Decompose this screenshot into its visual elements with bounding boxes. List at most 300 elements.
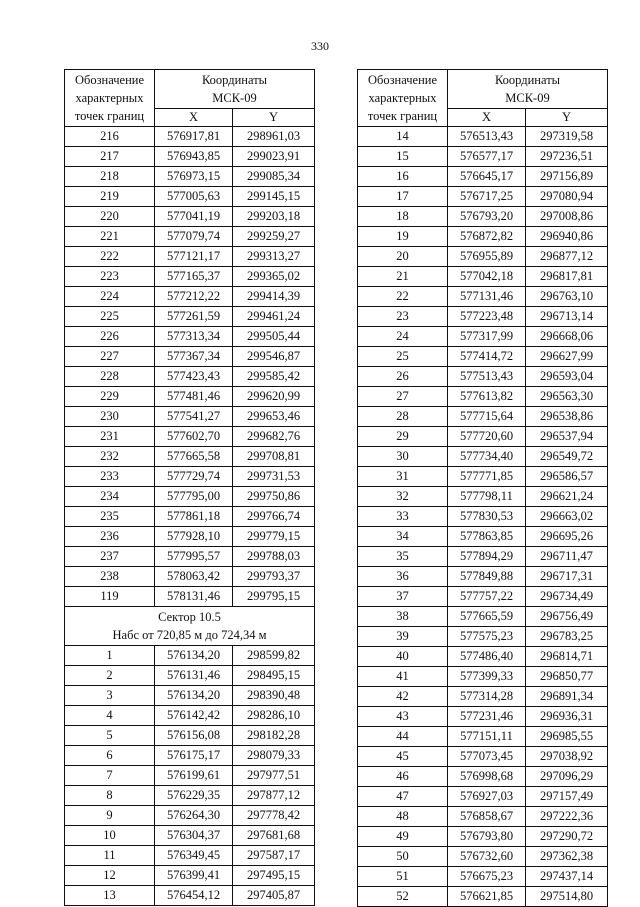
coord-x: 577367,34 (155, 347, 233, 367)
point-number: 8 (65, 786, 155, 806)
coord-x: 577795,00 (155, 487, 233, 507)
table-row (65, 467, 315, 487)
coord-y: 296817,81 (526, 267, 608, 287)
coord-y: 296734,49 (526, 587, 608, 607)
table-row (358, 347, 608, 367)
point-number: 14 (358, 127, 448, 147)
coord-y: 299461,24 (233, 307, 315, 327)
table-row (358, 787, 608, 807)
point-number: 49 (358, 827, 448, 847)
coord-y: 299750,86 (233, 487, 315, 507)
page-number: 330 (311, 39, 329, 53)
header-coordinates-title: Координаты (494, 73, 561, 87)
coord-y: 298390,48 (233, 686, 315, 706)
point-number: 20 (358, 247, 448, 267)
table-row (358, 747, 608, 767)
coord-x: 576943,85 (155, 147, 233, 167)
coord-y: 296877,12 (526, 247, 608, 267)
coord-x: 577231,46 (448, 707, 526, 727)
coord-y: 296850,77 (526, 667, 608, 687)
sector-block (65, 607, 315, 646)
point-number: 2 (65, 666, 155, 686)
point-number: 220 (65, 207, 155, 227)
header-point-designation: Обозначение характерных точек границ (358, 70, 448, 127)
table-row (65, 746, 315, 766)
coord-y: 297290,72 (526, 827, 608, 847)
point-number: 5 (65, 726, 155, 746)
table-row (358, 707, 608, 727)
table-row (65, 786, 315, 806)
coord-y: 297877,12 (233, 786, 315, 806)
table-row (65, 666, 315, 686)
coord-x: 577079,74 (155, 227, 233, 247)
coord-x: 577771,85 (448, 467, 526, 487)
table-row (358, 487, 608, 507)
coord-y: 296621,24 (526, 487, 608, 507)
coord-x: 577486,40 (448, 647, 526, 667)
table-row (65, 766, 315, 786)
point-number: 23 (358, 307, 448, 327)
coord-y: 299365,02 (233, 267, 315, 287)
table-row (358, 147, 608, 167)
table-row (358, 827, 608, 847)
point-number: 21 (358, 267, 448, 287)
point-number: 48 (358, 807, 448, 827)
table-row (65, 187, 315, 207)
coord-y: 299731,53 (233, 467, 315, 487)
coord-x: 576513,43 (448, 127, 526, 147)
coord-x: 576621,85 (448, 887, 526, 907)
sector-caption (65, 607, 315, 646)
table-row (358, 227, 608, 247)
coord-x: 577212,22 (155, 287, 233, 307)
coord-x: 577928,10 (155, 527, 233, 547)
coord-y: 296538,86 (526, 407, 608, 427)
table-row (358, 267, 608, 287)
coord-x: 577715,64 (448, 407, 526, 427)
right-table-body (358, 127, 608, 907)
point-number: 237 (65, 547, 155, 567)
point-number: 119 (65, 587, 155, 607)
coord-x: 576349,45 (155, 846, 233, 866)
coord-y: 296756,49 (526, 607, 608, 627)
coord-x: 577729,74 (155, 467, 233, 487)
coord-x: 576229,35 (155, 786, 233, 806)
table-row (65, 587, 315, 607)
point-number: 16 (358, 167, 448, 187)
point-number: 44 (358, 727, 448, 747)
coord-y: 296593,04 (526, 367, 608, 387)
sector-title: Сектор 10.5 (158, 610, 221, 624)
coord-x: 577317,99 (448, 327, 526, 347)
point-number: 216 (65, 127, 155, 147)
point-number: 227 (65, 347, 155, 367)
table-row (65, 307, 315, 327)
coord-y: 299708,81 (233, 447, 315, 467)
coord-y: 297319,58 (526, 127, 608, 147)
coord-y: 296695,26 (526, 527, 608, 547)
coord-x: 577849,88 (448, 567, 526, 587)
table-row (65, 826, 315, 846)
coord-y: 297587,17 (233, 846, 315, 866)
coord-y: 297362,38 (526, 847, 608, 867)
coord-x: 576793,20 (448, 207, 526, 227)
coord-x: 576998,68 (448, 767, 526, 787)
coord-y: 297080,94 (526, 187, 608, 207)
header-coordinates-title: Координаты (201, 73, 268, 87)
coord-y: 298961,03 (233, 127, 315, 147)
table-row (65, 407, 315, 427)
point-number: 40 (358, 647, 448, 667)
coord-x: 577665,58 (155, 447, 233, 467)
coord-x: 577313,34 (155, 327, 233, 347)
table-row (358, 767, 608, 787)
coord-y: 299793,37 (233, 567, 315, 587)
coord-x: 577041,19 (155, 207, 233, 227)
coord-y: 297236,51 (526, 147, 608, 167)
table-row (65, 227, 315, 247)
coord-x: 576134,20 (155, 646, 233, 666)
coord-y: 299145,15 (233, 187, 315, 207)
coord-y: 299682,76 (233, 427, 315, 447)
left-table-body-after-sector (65, 646, 315, 906)
coord-x: 576399,41 (155, 866, 233, 886)
coord-x: 577131,46 (448, 287, 526, 307)
point-number: 37 (358, 587, 448, 607)
table-row (65, 646, 315, 666)
coord-y: 299203,18 (233, 207, 315, 227)
coord-y: 298495,15 (233, 666, 315, 686)
coord-y: 299653,46 (233, 407, 315, 427)
table-row (358, 167, 608, 187)
table-row (358, 647, 608, 667)
point-number: 4 (65, 706, 155, 726)
point-number: 3 (65, 686, 155, 706)
coord-x: 576927,03 (448, 787, 526, 807)
coord-y: 299779,15 (233, 527, 315, 547)
coord-x: 576955,89 (448, 247, 526, 267)
coord-y: 299788,03 (233, 547, 315, 567)
point-number: 10 (65, 826, 155, 846)
coord-y: 296763,10 (526, 287, 608, 307)
table-row (65, 507, 315, 527)
point-number: 217 (65, 147, 155, 167)
coord-y: 297495,15 (233, 866, 315, 886)
coord-x: 577261,59 (155, 307, 233, 327)
point-number: 28 (358, 407, 448, 427)
coord-x: 577399,33 (448, 667, 526, 687)
point-number: 11 (65, 846, 155, 866)
point-number: 47 (358, 787, 448, 807)
header-coordinate-system: МСК-09 (505, 91, 550, 105)
coord-x: 576675,23 (448, 867, 526, 887)
coord-y: 297038,92 (526, 747, 608, 767)
coord-x: 577894,29 (448, 547, 526, 567)
point-number: 52 (358, 887, 448, 907)
coord-x: 577481,46 (155, 387, 233, 407)
table-row (65, 247, 315, 267)
table-row (65, 886, 315, 906)
coord-x: 576872,82 (448, 227, 526, 247)
coord-y: 296627,99 (526, 347, 608, 367)
table-row (358, 847, 608, 867)
table-row (65, 487, 315, 507)
table-row (358, 427, 608, 447)
point-number: 228 (65, 367, 155, 387)
coord-x: 577513,43 (448, 367, 526, 387)
table-row (65, 567, 315, 587)
coord-x: 577995,57 (155, 547, 233, 567)
coord-x: 577863,85 (448, 527, 526, 547)
header-y: Y (526, 109, 608, 127)
coord-x: 577757,22 (448, 587, 526, 607)
coord-x: 576732,60 (448, 847, 526, 867)
coord-x: 577121,17 (155, 247, 233, 267)
point-number: 32 (358, 487, 448, 507)
coord-y: 297008,86 (526, 207, 608, 227)
table-row (65, 527, 315, 547)
table-row (65, 686, 315, 706)
table-row (65, 327, 315, 347)
table-row (358, 587, 608, 607)
coord-y: 296663,02 (526, 507, 608, 527)
coord-y: 297222,36 (526, 807, 608, 827)
coord-x: 576973,15 (155, 167, 233, 187)
coord-y: 297514,80 (526, 887, 608, 907)
table-row (65, 726, 315, 746)
point-number: 221 (65, 227, 155, 247)
coord-x: 576304,37 (155, 826, 233, 846)
point-number: 30 (358, 447, 448, 467)
coord-x: 577165,37 (155, 267, 233, 287)
point-number: 230 (65, 407, 155, 427)
point-number: 15 (358, 147, 448, 167)
sector-row (65, 607, 315, 646)
point-number: 36 (358, 567, 448, 587)
coord-x: 576858,67 (448, 807, 526, 827)
coord-x: 576264,30 (155, 806, 233, 826)
coord-x: 577414,72 (448, 347, 526, 367)
coord-y: 296668,06 (526, 327, 608, 347)
point-number: 25 (358, 347, 448, 367)
coord-y: 296563,30 (526, 387, 608, 407)
coord-y: 296711,47 (526, 547, 608, 567)
point-number: 234 (65, 487, 155, 507)
coord-x: 577665,59 (448, 607, 526, 627)
point-number: 50 (358, 847, 448, 867)
table-row (358, 887, 608, 907)
coord-y: 299505,44 (233, 327, 315, 347)
table-row (65, 287, 315, 307)
coord-y: 297096,29 (526, 767, 608, 787)
coord-x: 577798,11 (448, 487, 526, 507)
coord-x: 577613,82 (448, 387, 526, 407)
point-number: 229 (65, 387, 155, 407)
point-number: 9 (65, 806, 155, 826)
point-number: 18 (358, 207, 448, 227)
point-number: 17 (358, 187, 448, 207)
point-number: 39 (358, 627, 448, 647)
point-number: 24 (358, 327, 448, 347)
point-number: 43 (358, 707, 448, 727)
coord-y: 299795,15 (233, 587, 315, 607)
table-row (358, 667, 608, 687)
point-number: 232 (65, 447, 155, 467)
coord-x: 577861,18 (155, 507, 233, 527)
point-number: 219 (65, 187, 155, 207)
coordinates-table-right (357, 69, 608, 907)
coord-y: 296586,57 (526, 467, 608, 487)
table-row (358, 547, 608, 567)
coord-x: 577314,28 (448, 687, 526, 707)
table-row (358, 447, 608, 467)
coord-y: 299023,91 (233, 147, 315, 167)
table-row (358, 527, 608, 547)
table-row (65, 387, 315, 407)
coord-y: 299766,74 (233, 507, 315, 527)
coord-y: 299414,39 (233, 287, 315, 307)
table-row (358, 507, 608, 527)
table-row (358, 247, 608, 267)
coord-y: 297156,89 (526, 167, 608, 187)
coord-x: 576199,61 (155, 766, 233, 786)
coord-x: 578131,46 (155, 587, 233, 607)
coord-y: 297977,51 (233, 766, 315, 786)
coord-x: 577830,53 (448, 507, 526, 527)
point-number: 41 (358, 667, 448, 687)
coord-x: 576142,42 (155, 706, 233, 726)
coord-y: 296713,14 (526, 307, 608, 327)
table-row (358, 867, 608, 887)
table-row (358, 367, 608, 387)
table-row (358, 567, 608, 587)
table-row (358, 287, 608, 307)
point-number: 223 (65, 267, 155, 287)
table-row (65, 267, 315, 287)
coord-x: 577073,45 (448, 747, 526, 767)
point-number: 45 (358, 747, 448, 767)
coord-y: 299546,87 (233, 347, 315, 367)
coord-x: 577720,60 (448, 427, 526, 447)
header-x: X (448, 109, 526, 127)
coord-y: 297778,42 (233, 806, 315, 826)
table-row (358, 687, 608, 707)
point-number: 34 (358, 527, 448, 547)
coord-x: 577423,43 (155, 367, 233, 387)
point-number: 35 (358, 547, 448, 567)
table-row (358, 127, 608, 147)
left-table-body (65, 127, 315, 607)
coord-x: 576131,46 (155, 666, 233, 686)
point-number: 218 (65, 167, 155, 187)
table-row (65, 427, 315, 447)
point-number: 29 (358, 427, 448, 447)
header-coordinate-system: МСК-09 (212, 91, 257, 105)
table-row (65, 367, 315, 387)
header-point-designation: Обозначение характерных точек границ (65, 70, 155, 127)
coord-y: 297681,68 (233, 826, 315, 846)
coord-x: 576717,25 (448, 187, 526, 207)
coord-y: 296891,34 (526, 687, 608, 707)
coord-y: 297405,87 (233, 886, 315, 906)
table-row (65, 806, 315, 826)
coord-y: 299259,27 (233, 227, 315, 247)
table-row (358, 467, 608, 487)
point-number: 51 (358, 867, 448, 887)
table-row (65, 846, 315, 866)
point-number: 46 (358, 767, 448, 787)
table-row (65, 167, 315, 187)
coord-x: 576156,08 (155, 726, 233, 746)
coord-x: 576793,80 (448, 827, 526, 847)
sector-height-range: Набс от 720,85 м до 724,34 м (112, 628, 267, 642)
table-row (358, 327, 608, 347)
header-coordinates (448, 70, 608, 109)
coord-x: 577541,27 (155, 407, 233, 427)
header-coordinates (155, 70, 315, 109)
coord-x: 577151,11 (448, 727, 526, 747)
point-number: 226 (65, 327, 155, 347)
table-row (65, 147, 315, 167)
point-number: 7 (65, 766, 155, 786)
coord-x: 576577,17 (448, 147, 526, 167)
coord-x: 576134,20 (155, 686, 233, 706)
coord-x: 576454,12 (155, 886, 233, 906)
point-number: 225 (65, 307, 155, 327)
coord-x: 577602,70 (155, 427, 233, 447)
point-number: 19 (358, 227, 448, 247)
point-number: 26 (358, 367, 448, 387)
table-row (358, 207, 608, 227)
table-row (65, 706, 315, 726)
table-row (358, 627, 608, 647)
header-y: Y (233, 109, 315, 127)
table-row (358, 387, 608, 407)
coord-y: 296549,72 (526, 447, 608, 467)
point-number: 1 (65, 646, 155, 666)
coord-y: 296814,71 (526, 647, 608, 667)
table-row (358, 727, 608, 747)
point-number: 231 (65, 427, 155, 447)
point-number: 238 (65, 567, 155, 587)
coord-y: 297157,49 (526, 787, 608, 807)
point-number: 236 (65, 527, 155, 547)
header-x: X (155, 109, 233, 127)
coord-y: 296936,31 (526, 707, 608, 727)
coord-y: 299620,99 (233, 387, 315, 407)
coord-y: 296783,25 (526, 627, 608, 647)
point-number: 13 (65, 886, 155, 906)
point-number: 27 (358, 387, 448, 407)
coord-x: 577005,63 (155, 187, 233, 207)
table-row (358, 187, 608, 207)
point-number: 6 (65, 746, 155, 766)
coord-y: 298599,82 (233, 646, 315, 666)
coord-x: 576917,81 (155, 127, 233, 147)
point-number: 224 (65, 287, 155, 307)
point-number: 12 (65, 866, 155, 886)
coord-x: 577575,23 (448, 627, 526, 647)
coord-y: 296717,31 (526, 567, 608, 587)
coord-y: 299313,27 (233, 247, 315, 267)
table-row (358, 407, 608, 427)
coord-y: 298079,33 (233, 746, 315, 766)
table-row (65, 447, 315, 467)
coord-y: 296940,86 (526, 227, 608, 247)
coord-y: 296985,55 (526, 727, 608, 747)
coord-y: 298286,10 (233, 706, 315, 726)
table-row (358, 607, 608, 627)
